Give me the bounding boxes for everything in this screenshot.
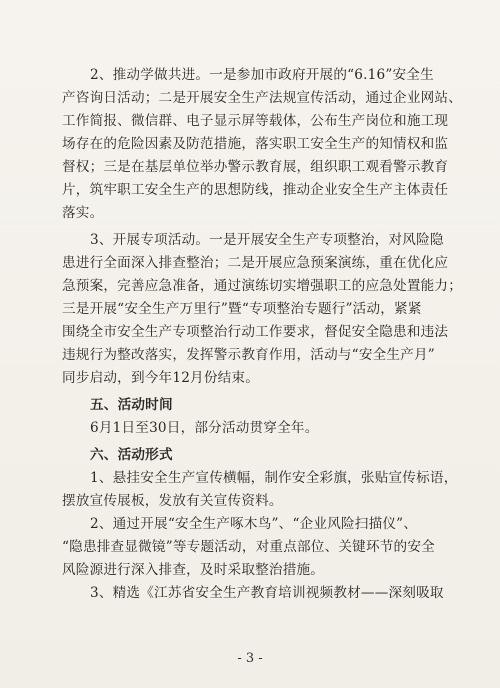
text-line: 督权；三是在基层单位举办警示教育展，组织职工观看警示教育 — [62, 159, 449, 175]
list-item — [62, 582, 444, 605]
text-line: 片，筑牢职工安全生产的思想防线，推动企业安全生产主体责任 — [62, 182, 449, 198]
text-line: 场存在的危险因素及防范措施，落实职工安全生产的知情权和监 — [62, 136, 449, 152]
text-line: 2、通过开展“安全生产啄木鸟”、“企业风险扫描仪”、 — [90, 516, 418, 532]
text-line: 工作简报、微信群、电子显示屏等载体，公布生产岗位和施工现 — [62, 113, 449, 129]
document-body — [62, 64, 463, 609]
text-line: 产咨询日活动；二是开展安全生产法规宣传活动，通过企业网站、 — [62, 90, 463, 106]
text-line: 6月1日至30日，部分活动贯穿全年。 — [90, 420, 319, 436]
text-line: 摆放宣传展板，发放有关宣传资料。 — [62, 493, 283, 509]
list-item — [62, 513, 444, 582]
text-line: 同步启动，到今年12月份结束。 — [62, 370, 260, 386]
page-number: - 3 - — [237, 651, 263, 666]
text-line: 围绕全市安全生产专项整治行动工作要求，督促安全隐患和违法 — [62, 324, 449, 340]
text-line: 风险源进行深入排查，及时采取整治措施。 — [62, 562, 325, 578]
text-line: 急预案，完善应急准备，通过演练切实增强职工的应急处置能力； — [62, 278, 463, 294]
list-item — [62, 467, 458, 513]
text-line: “隐患排查显微镜”等专题活动，对重点部位、关键环节的安全 — [62, 539, 435, 555]
text-line: 1、悬挂安全生产宣传横幅，制作安全彩旗，张贴宣传标语， — [90, 470, 458, 486]
text-line: 3、开展专项活动。一是开展安全生产专项整治，对风险隐 — [90, 232, 444, 248]
section-activity-time — [62, 394, 444, 440]
section-activity-form — [62, 444, 458, 605]
paragraph-special-activities — [62, 229, 463, 390]
text-line: 违规行为整改落实，发挥警示教育作用，活动与“安全生产月” — [62, 347, 435, 363]
text-line: 3、精选《江苏省安全生产教育培训视频教材——深刻吸取 — [90, 585, 444, 601]
section-heading: 六、活动形式 — [90, 447, 173, 463]
section-heading: 五、活动时间 — [90, 397, 173, 413]
text-line: 患进行全面深入排查整治；二是开展应急预案演练，重在优化应 — [62, 255, 449, 271]
paragraph-promote-learning — [62, 64, 463, 225]
text-line: 三是开展“安全生产万里行”暨“专项整治专题行”活动，紧紧 — [62, 301, 422, 317]
text-line: 2、推动学做共进。一是参加市政府开展的“6.16”安全生 — [90, 67, 434, 83]
text-line: 落实。 — [62, 205, 104, 221]
